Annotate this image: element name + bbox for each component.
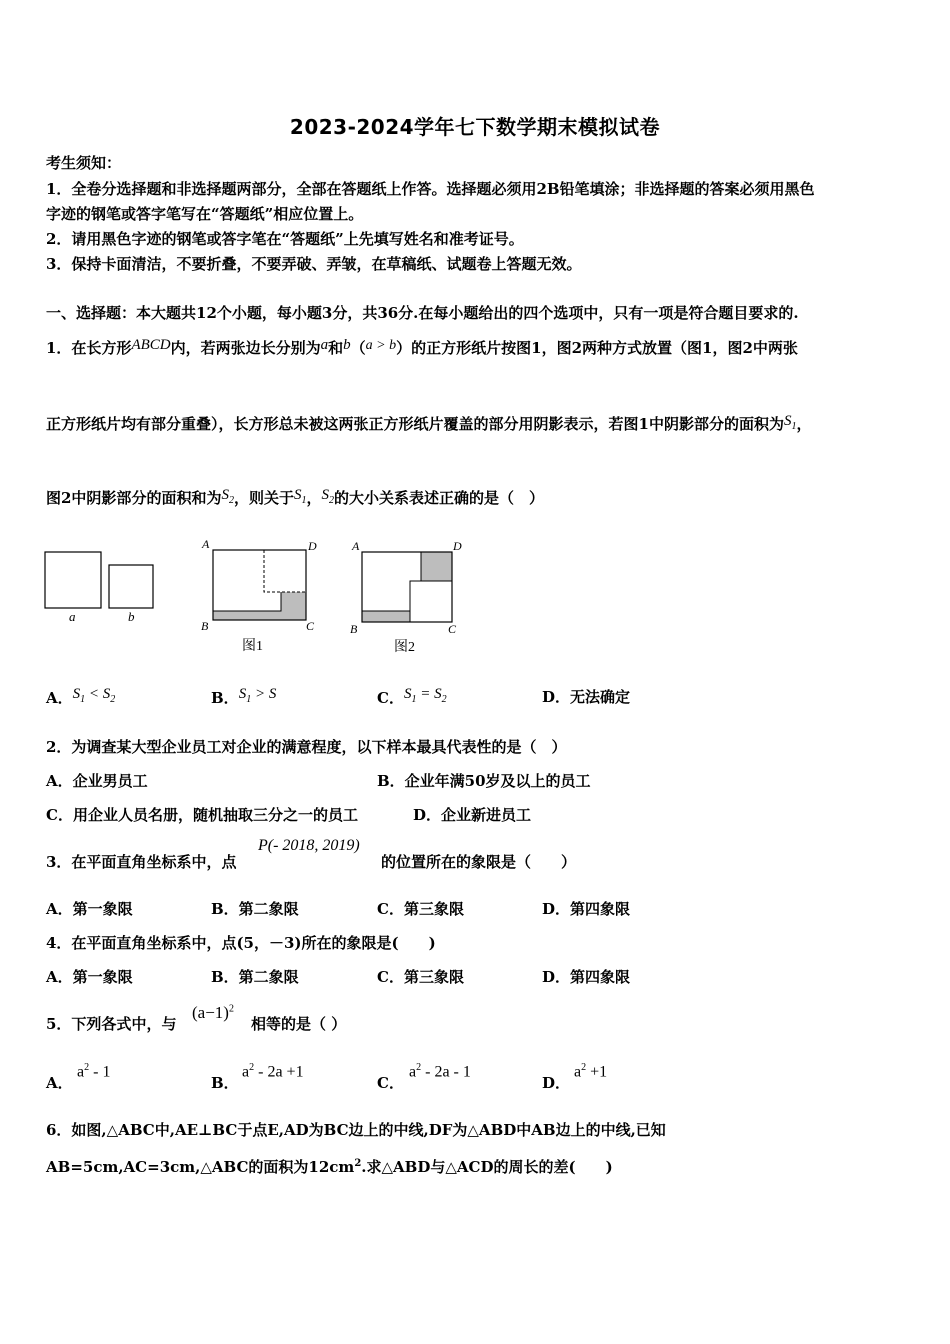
q2-option-c: C．用企业人员名册，随机抽取三分之一的员工 [46, 806, 358, 824]
q3-stem-1: 3．在平面直角坐标系中，点 [46, 853, 237, 871]
q5-stem-2: 相等的是（ ） [251, 1015, 347, 1033]
q1-condition: a > b [365, 338, 397, 353]
q1-text: ， [796, 415, 812, 433]
fig2-label-B: B [350, 622, 358, 636]
q1-text: ， [306, 489, 322, 507]
q5-option-d: D． [542, 1074, 571, 1092]
label-a: a [69, 609, 76, 624]
q2-stem: 2．为调查某大型企业员工对企业的满意程度，以下样本最具代表性的是（ ） [46, 738, 567, 756]
q2-option-b: B．企业年满50岁及以上的员工 [377, 772, 591, 790]
figure-1 [201, 537, 317, 654]
q1-s2: $S_2$ [221, 487, 234, 506]
q1-text: 1．在长方形 [46, 339, 132, 357]
q4-option-a: A．第一象限 [46, 968, 133, 986]
notice-line-1b: 字迹的钢笔或答字笔写在“答题纸”相应位置上。 [46, 205, 364, 223]
q4-stem: 4．在平面直角坐标系中，点(5，－3)所在的象限是( ) [46, 934, 436, 952]
q5-option-a: A． [46, 1074, 73, 1092]
q4-option-b: B．第二象限 [211, 968, 299, 986]
q1-text: 内，若两张边长分别为 [170, 339, 321, 357]
q1-option-c: C．$S_1 = S_2$ [377, 686, 447, 707]
q1-text: ，则关于 [233, 489, 294, 507]
q1-option-d: D．无法确定 [542, 688, 631, 706]
fig2-square-b [410, 581, 452, 622]
q1-line-2 [46, 413, 811, 434]
q5-option-d-expr: $a^2 +1$ [574, 1062, 608, 1081]
label-b: b [128, 609, 135, 624]
q1-text: ）的正方形纸片按图1，图2两种方式放置（图1，图2中两张 [396, 339, 798, 357]
q6-line-1: 6．如图,△ABC中,AE⊥BC于点E,AD为BC边上的中线,DF为△ABD中AB边上的中线,已知 [46, 1121, 666, 1139]
notice-heading: 考生须知： [46, 154, 122, 172]
q5-option-c: C． [377, 1074, 404, 1092]
fig1-caption: 图1 [242, 639, 263, 654]
q4-option-c: C．第三象限 [377, 968, 464, 986]
q1-text: 的大小关系表述正确的是（ ） [333, 489, 544, 507]
fig2-label-C: C [448, 622, 457, 636]
q4-option-d: D．第四象限 [542, 968, 631, 986]
q5-option-b-expr: $a^2 - 2a +1$ [242, 1062, 304, 1081]
fig2-label-A: A [352, 539, 360, 553]
q1-s2-ref: $S_2$ [321, 487, 334, 506]
q1-var-a: a [320, 337, 329, 353]
q1-var-b: b [343, 337, 351, 353]
q1-rect-name: ABCD [131, 337, 171, 353]
q5-expression: $(a-1)^2$ [192, 1003, 234, 1022]
q3-option-d: D．第四象限 [542, 900, 631, 918]
section-heading: 一、选择题：本大题共12个小题，每小题3分，共36分.在每小题给出的四个选项中，只有一项是符合题目要求的. [46, 304, 799, 322]
q3-option-a: A．第一象限 [46, 900, 133, 918]
fig1-label-A: A [202, 537, 210, 551]
q3-option-c: C．第三象限 [377, 900, 464, 918]
square-b [109, 565, 153, 608]
fig1-square-b [264, 550, 306, 592]
q1-text: 正方形纸片均有部分重叠），长方形总未被这两张正方形纸片覆盖的部分用阴影表示，若图1中阴影部分的面积为 [46, 415, 784, 433]
q3-point: P(- 2018, 2019) [258, 837, 360, 854]
q1-text: 和 [328, 339, 344, 357]
q3-option-b: B．第二象限 [211, 900, 299, 918]
q6-line-2: AB=5cm,AC=3cm,△ABC的面积为$12cm^2$.求△ABD与△ACD的周长的差( ) [46, 1158, 613, 1176]
figure-2 [350, 539, 462, 655]
q1-text: （ [350, 339, 366, 357]
q5-stem-1: 5．下列各式中，与 [46, 1015, 177, 1033]
fig2-caption: 图2 [394, 640, 415, 655]
q1-s1-ref: $S_1$ [293, 487, 307, 506]
q1-line-3 [46, 487, 544, 508]
q2-option-d: D．企业新进员工 [413, 806, 532, 824]
q5-option-c-expr: $a^2 - 2a - 1$ [409, 1062, 471, 1081]
q5-option-a-expr: $a^2 - 1$ [77, 1062, 111, 1081]
notice-line-2: 2．请用黑色字迹的钢笔或答字笔在“答题纸”上先填写姓名和准考证号。 [46, 230, 524, 248]
fig1-label-D: D [308, 539, 317, 553]
square-a [45, 552, 101, 608]
notice-line-1: 1．全卷分选择题和非选择题两部分，全部在答题纸上作答。选择题必须用2B铅笔填涂；非选择题的答案必须用黑色 [46, 180, 815, 198]
q5-option-b: B． [211, 1074, 239, 1092]
q1-s1: $S_1$ [783, 413, 797, 432]
fig2-label-D: D [453, 539, 462, 553]
page-title: 2023-2024学年七下数学期末模拟试卷 [289, 115, 661, 139]
q1-option-a: A．$S_1 < S_2$ [46, 686, 116, 707]
q2-option-a: A．企业男员工 [46, 772, 148, 790]
q1-figures [40, 530, 480, 660]
fig1-label-C: C [306, 619, 315, 633]
q1-option-b: B．$S_1 > S$ [211, 686, 277, 707]
q1-line-1 [46, 337, 798, 358]
q3-stem-2: 的位置所在的象限是（ ） [381, 853, 577, 871]
notice-line-3: 3．保持卡面清洁，不要折叠，不要弄破、弄皱，在草稿纸、试题卷上答题无效。 [46, 255, 582, 273]
fig1-label-B: B [201, 619, 209, 633]
q1-text: 图2中阴影部分的面积和为 [46, 489, 222, 507]
